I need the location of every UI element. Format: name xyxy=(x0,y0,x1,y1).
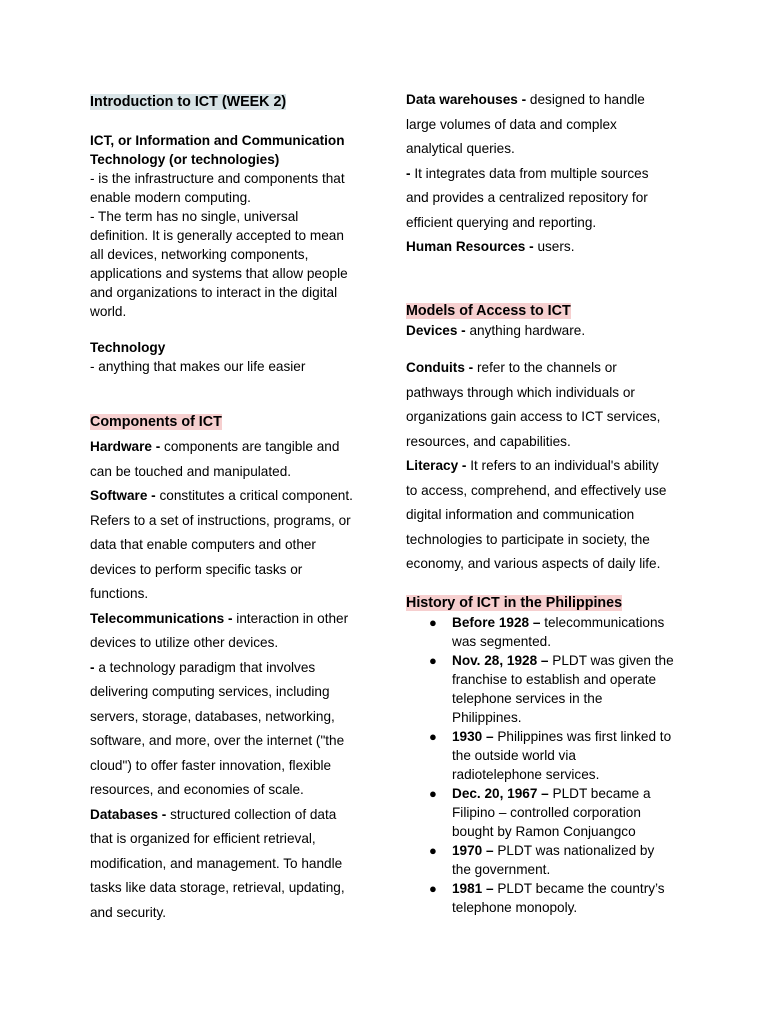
components-text: structured collection of data xyxy=(170,806,337,822)
warehouse-term: Human Resources - xyxy=(406,239,538,254)
components-line xyxy=(90,631,362,656)
ict-heading-line-1: ICT, or Information and Communication xyxy=(90,133,345,148)
components-line xyxy=(90,754,362,779)
history-text: Philippines. xyxy=(452,710,522,725)
models-text: pathways through which individuals or xyxy=(406,384,635,400)
history-text: telephone services in the xyxy=(452,691,603,706)
history-item xyxy=(406,651,691,727)
history-date: Nov. 28, 1928 – xyxy=(452,653,553,668)
models-list xyxy=(406,356,691,577)
history-heading: History of ICT in the Philippines xyxy=(406,595,623,611)
models-heading: Models of Access to ICT xyxy=(406,303,571,319)
bullet-icon: ● xyxy=(429,786,437,801)
warehouse-text: users. xyxy=(537,239,575,254)
components-text: software, and more, over the internet ("the xyxy=(90,733,345,748)
components-line xyxy=(90,901,362,926)
components-text: constitutes a critical component. xyxy=(159,488,353,503)
history-date: 1981 – xyxy=(452,881,498,896)
data-warehouse-section xyxy=(406,88,691,260)
components-line xyxy=(90,852,362,877)
history-text: the government. xyxy=(452,862,551,877)
technology-text: - anything that makes our life easier xyxy=(90,359,306,374)
history-text: Philippines was first linked to xyxy=(497,729,672,744)
components-line xyxy=(90,705,362,730)
warehouse-text: efficient querying and reporting. xyxy=(406,214,597,230)
models-text: technologies to participate in society, the xyxy=(406,531,650,547)
warehouse-term: - xyxy=(406,165,415,181)
warehouse-line xyxy=(406,162,691,187)
history-item xyxy=(406,784,691,841)
components-line xyxy=(90,827,362,852)
models-line xyxy=(406,381,691,406)
components-line xyxy=(90,680,362,705)
document-title: Introduction to ICT (WEEK 2) xyxy=(90,94,287,110)
models-line xyxy=(406,503,691,528)
models-text: resources, and capabilities. xyxy=(406,433,571,449)
history-text: telephone monopoly. xyxy=(452,900,578,915)
history-date: 1970 – xyxy=(452,843,498,858)
bullet-icon: ● xyxy=(429,615,437,630)
warehouse-text: analytical queries. xyxy=(406,141,515,156)
components-text: components are tangible and xyxy=(164,439,340,454)
warehouse-text: designed to handle xyxy=(529,92,645,107)
components-line xyxy=(90,656,362,681)
ict-text-line: world. xyxy=(90,304,127,319)
components-text: data that enable computers and other xyxy=(90,537,316,552)
warehouse-line xyxy=(406,88,691,113)
components-line xyxy=(90,509,362,534)
components-text: functions. xyxy=(90,586,149,601)
models-text: digital information and communication xyxy=(406,507,635,522)
warehouse-text: It integrates data from multiple sources xyxy=(414,165,649,181)
models-heading-block xyxy=(406,302,691,321)
warehouse-line xyxy=(406,235,691,260)
bullet-icon: ● xyxy=(429,843,437,858)
history-item xyxy=(406,841,691,879)
history-text: was segmented. xyxy=(452,634,551,649)
components-text: devices to utilize other devices. xyxy=(90,635,279,650)
history-text: PLDT became the country’s xyxy=(497,881,665,896)
components-list xyxy=(90,435,362,925)
history-item xyxy=(406,727,691,784)
models-line xyxy=(406,552,691,577)
history-text: franchise to establish and operate xyxy=(452,672,657,687)
components-heading-block xyxy=(90,413,362,432)
history-date: Before 1928 – xyxy=(452,615,545,630)
models-term: Conduits - xyxy=(406,360,477,375)
technology-heading: Technology xyxy=(90,340,166,355)
components-text: servers, storage, databases, networking, xyxy=(90,708,335,724)
history-text: PLDT was nationalized by xyxy=(497,843,655,858)
bullet-icon: ● xyxy=(429,881,437,896)
components-line xyxy=(90,778,362,803)
components-text: interaction in other xyxy=(236,610,349,626)
ict-definition-section xyxy=(90,131,362,321)
devices-term: Devices - xyxy=(406,323,470,338)
components-text: resources, and economies of scale. xyxy=(90,782,304,797)
components-text: Refers to a set of instructions, programs, or xyxy=(90,512,351,528)
components-line xyxy=(90,460,362,485)
history-date: 1930 – xyxy=(452,729,498,744)
models-text: It refers to an individual's ability xyxy=(470,458,659,473)
components-heading: Components of ICT xyxy=(90,414,222,430)
components-line xyxy=(90,435,362,460)
components-text: devices to perform specific tasks or xyxy=(90,561,303,577)
components-text: delivering computing services, including xyxy=(90,684,330,699)
warehouse-term: Data warehouses - xyxy=(406,92,530,107)
models-text: refer to the channels or xyxy=(476,360,617,375)
components-line xyxy=(90,607,362,632)
components-line xyxy=(90,729,362,754)
components-text: cloud") to offer faster innovation, flexible xyxy=(90,757,332,773)
history-item xyxy=(406,613,691,651)
components-line xyxy=(90,876,362,901)
ict-heading-line-2: Technology (or technologies) xyxy=(90,152,280,167)
components-text: a technology paradigm that involves xyxy=(98,659,316,675)
history-text: radiotelephone services. xyxy=(452,767,600,782)
components-term: Telecommunications - xyxy=(90,610,237,626)
ict-text-line: and organizations to interact in the digital xyxy=(90,285,338,300)
ict-text-line: enable modern computing. xyxy=(90,190,251,205)
models-line xyxy=(406,356,691,381)
history-heading-block xyxy=(406,594,691,613)
history-text: PLDT became a xyxy=(552,786,651,801)
devices-line xyxy=(406,321,691,340)
ict-text-line: definition. It is generally accepted to mean xyxy=(90,228,344,243)
models-line xyxy=(406,454,691,479)
document-title-block xyxy=(90,93,362,112)
models-term: Literacy - xyxy=(406,458,471,473)
bullet-icon: ● xyxy=(429,729,437,744)
warehouse-line xyxy=(406,137,691,162)
models-text: to access, comprehend, and effectively use xyxy=(406,482,667,498)
history-text: bought by Ramon Conjuangco xyxy=(452,824,636,839)
devices-text: anything hardware. xyxy=(469,323,586,338)
models-line xyxy=(406,528,691,553)
bullet-icon: ● xyxy=(429,653,437,668)
history-text: telecommunications xyxy=(544,615,665,630)
components-term: Databases - xyxy=(90,806,171,822)
warehouse-line xyxy=(406,186,691,211)
ict-text-line: - The term has no single, universal xyxy=(90,209,299,224)
components-line xyxy=(90,582,362,607)
models-line xyxy=(406,430,691,455)
technology-section xyxy=(90,338,362,376)
components-line xyxy=(90,484,362,509)
models-text: organizations gain access to ICT services, xyxy=(406,409,661,424)
ict-text-line: - is the infrastructure and components that xyxy=(90,171,345,186)
components-line xyxy=(90,533,362,558)
history-item xyxy=(406,879,691,917)
components-term: - xyxy=(90,659,99,675)
components-line xyxy=(90,803,362,828)
models-text: economy, and various aspects of daily life. xyxy=(406,556,661,571)
components-term: Software - xyxy=(90,488,160,503)
warehouse-text: and provides a centralized repository for xyxy=(406,190,648,205)
warehouse-text: large volumes of data and complex xyxy=(406,116,617,132)
ict-text-line: applications and systems that allow people xyxy=(90,266,348,281)
history-list xyxy=(406,613,691,917)
ict-text-line: all devices, networking components, xyxy=(90,247,309,262)
components-term: Hardware - xyxy=(90,439,165,454)
components-text: and security. xyxy=(90,904,167,920)
components-text: can be touched and manipulated. xyxy=(90,463,292,479)
components-line xyxy=(90,558,362,583)
warehouse-line xyxy=(406,211,691,236)
history-date: Dec. 20, 1967 – xyxy=(452,786,553,801)
history-text: PLDT was given the xyxy=(552,653,674,668)
components-text: that is organized for efficient retrieval, xyxy=(90,831,316,846)
models-line xyxy=(406,479,691,504)
components-text: modification, and management. To handle xyxy=(90,855,343,871)
history-text: the outside world via xyxy=(452,748,576,763)
history-text: Filipino – controlled corporation xyxy=(452,805,641,820)
warehouse-line xyxy=(406,113,691,138)
components-text: tasks like data storage, retrieval, updating, xyxy=(90,880,345,895)
models-line xyxy=(406,405,691,430)
